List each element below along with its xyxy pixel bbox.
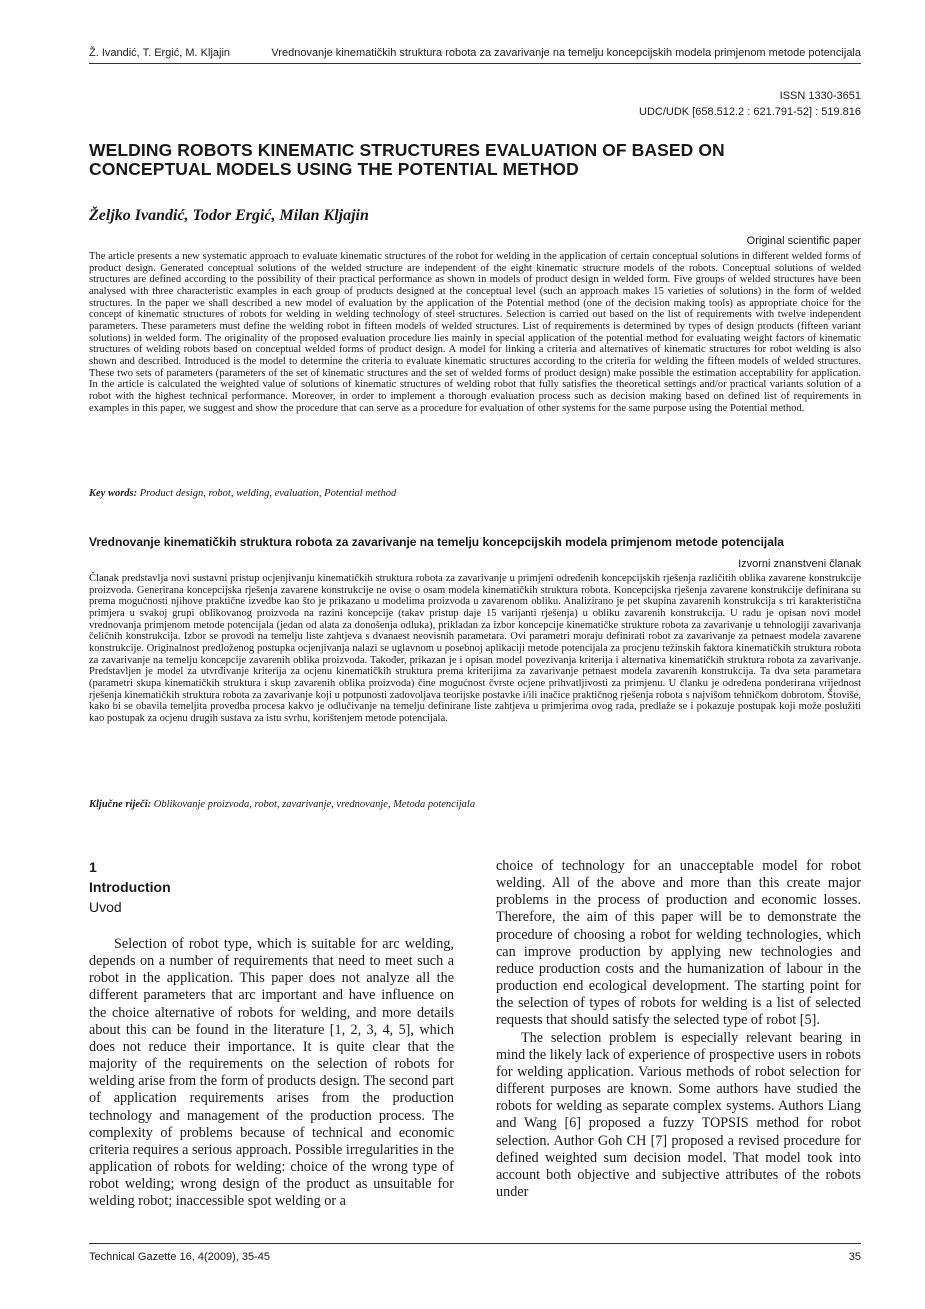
section-number: 1 — [89, 859, 97, 875]
running-head — [89, 47, 861, 59]
keywords-croatian — [89, 799, 475, 810]
intro-paragraph-1: Selection of robot type, which is suitable for arc welding, depends on a number of requirements that need to meet such a robot in the application. This paper does not analyze all the different parameters that arc important and have influence on the choice alternative of robots for welding, and more details about this can be found in the literature [1, 2, 3, 4, 5], which does not reduce their importance. It is quite clear that the majority of the requirements on the selection of robots for welding arise from the form of products design. The second part of application requirements arises from the production technology and management of the production process. The complexity of problems because of technical and economic criteria requires a serious approach. Possible irregularities in the application of robots for welding: choice of the wrong type of robot welding; wrong design of the product as unsuitable for welding robot; inaccessible spot welding or a — [89, 936, 454, 1210]
section-subtitle: Uvod — [89, 899, 122, 915]
keywords-label-croatian: Ključne riječi: — [89, 799, 152, 810]
keywords-text: Product design, robot, welding, evaluation, Potential method — [139, 488, 397, 499]
croatian-paper-type: Izvorni znanstveni članak — [738, 558, 861, 570]
authors: Željko Ivandić, Todor Ergić, Milan Kljajin — [89, 207, 369, 224]
paper-type: Original scientific paper — [746, 235, 861, 247]
keywords-text-croatian: Oblikovanje proizvoda, robot, zavarivanje, vrednovanje, Metoda potencijala — [153, 799, 476, 810]
intro-paragraph-continued: choice of technology for an unacceptable model for robot welding. All of the above and more than this create major problems in the process of production and economic losses. Therefore, the aim of this paper will be to demonstrate the procedure of choosing a robot for welding technologies, which can improve production by applying new technologies and reduce production costs and the humanization of labour in the production end ecological development. The starting point for the selection of types of robots for welding is a list of selected requests that should satisfy the selected type of robot [5]. — [496, 858, 861, 1029]
header-rule — [89, 63, 861, 64]
udc: UDC/UDK [658.512.2 : 621.791-52] : 519.816 — [639, 106, 861, 118]
article-title: WELDING ROBOTS KINEMATIC STRUCTURES EVALUATION OF BASED ON CONCEPTUAL MODELS USING THE POTENTIAL METHOD — [89, 140, 725, 179]
section-title: Introduction — [89, 879, 171, 895]
page-footer — [89, 1251, 861, 1263]
running-head-title: Vrednovanje kinematičkih struktura robota za zavarivanje na temelju koncepcijskih modela primjenom metode potencijala — [271, 47, 861, 59]
issn: ISSN 1330-3651 — [779, 90, 861, 102]
intro-paragraph-2: The selection problem is especially relevant bearing in mind the likely lack of experience of prospective users in robots for welding application. Various methods of robot selection for different purposes are known. Some authors have studied the robots for welding as separate complex systems. Authors Liang and Wang [6] proposed a fuzzy TOPSIS method for robot selection. Author Goh CH [7] proposed a revised procedure for defined weighted sum decision model. That model took into account both objective and subjective attributes of the robots under — [496, 1029, 861, 1200]
keywords-english — [89, 488, 396, 499]
page-number: 35 — [848, 1251, 861, 1263]
footer-rule — [89, 1243, 861, 1244]
keywords-label: Key words: — [89, 488, 138, 499]
abstract-english: The article presents a new systematic approach to evaluate kinematic structures of the robot for welding in the application of certain conceptual solutions in different welded forms of product design. Generated conceptual solutions of the welded structure are independent of the eight kinematic structure models of the robots. Conceptual solutions of welded structures are defined according to the possibility of their practical performance as shown in models of product design in welded form. Five groups of welded structures have been analysed with three characteristic examples in each group of products designed at the conceptual level (such an approach makes 15 varieties of solutions) in the form of welded structures. In the paper we shall described a new model of evaluation by the application of the Potential method (one of the decision making tools) as appropriate choice for the concept of kinematic structures of robots for welding in welding technology of steel structures. Selection is carried out based on the list of requirements with twelve independent parameters. These parameters must define the welding robot in fifteen models of welded structures. List of requirements is determined by types of design products (fifteen variant solutions) in welded form. The originality of the proposed evaluation procedure lies mainly in special application of the potential method for evaluating weight factors of kinematic structures of welding robots based on conceptual welded forms of product design. A model for linking a criteria and alternatives of kinematic structures for robot welding is also shown and described. Introduced is the model to determine the criteria to evaluate kinematic structures according to the criteria for welding the fifteen models of welded structures. These two sets of parameters (parameters of the set of kinematic structures and the set of welded forms of product design) make possible the estimation acceptability for application. In the article is calculated the weighted value of solutions of kinematic structures of welding robot that fully satisfies the theoretical settings and/or practical variants solution of a robot with the highest technical performance. Moreover, in order to implement a thorough evaluation process such as decision making based on defined list of requirements in examples in this paper, we suggest and show the procedure that can serve as a procedure for evaluation of other systems for the same purpose using the Potential method. — [89, 251, 861, 414]
body-column-left — [89, 936, 454, 1211]
journal-citation: Technical Gazette 16, 4(2009), 35-45 — [89, 1251, 271, 1263]
body-column-right — [496, 858, 861, 1201]
running-head-authors: Ž. Ivandić, T. Ergić, M. Kljajin — [89, 47, 231, 59]
abstract-croatian: Članak predstavlja novi sustavni pristup ocjenjivanju kinematičkih struktura robota za zavarivanje u primjeni određenih koncepcijskih rješenja različitih oblika zavarene konstrukcije proizvoda. Generirana koncepcijska rješenja zavarene konstrukcije ne ovise o osam modela kinematičkih struktura robota. Koncepcijska rješenja zavarene konstrukcije definirana su prema mogućnosti njihove praktične izvedbe kao što je prikazano u modelima proizvoda u zavarenom obliku. Analizirano je pet skupina zavarenih konstrukcija s tri karakteristična primjera u svakoj grupi oblikovanog proizvoda na razini koncepcije (takav pristup daje 15 varijanti rješenja) u obliku zavarenih konstrukcija. U radu je opisan novi model vrednovanja primjenom metode potencijala (jedan od alata za donošenja odluka), prikladan za izbor koncepcije kinematičke strukture robota za zavarivanje u tehnologiji zavarivanja čeličnih konstrukcija. Izbor se provodi na temelju liste zahtjeva s dvanaest neovisnih parametara. Ovi parametri moraju definirati robot za zavarivanje za petnaest modela zavarene konstrukcije. Originalnost predloženog postupka ocjenjivanja nalazi se uglavnom u posebnoj aplikaciji metode potencijala za procjenu težinskih faktora kinematičkih struktura robota za zavarivanje na temelju koncepcije zavarenih oblika proizvoda. Također, prikazan je i opisan model povezivanja kriterija i alternativa kinematičkih struktura robota za zavarivanje. Predstavljen je model za utvrđivanje kriterija za ocjenu kinematičkih struktura prema kriterijima za zavarivanje petnaest modela zavarenih konstrukcija. Ta dva seta parametara (parametri skupa kinematičkih struktura i skup zavarenih oblika proizvoda) čine mogućnost čvrste ocjene prihvatljivosti za primjenu. U članku je određena ponderirana vrijednost rješenja kinematičkih struktura robota za zavarivanje koji u potpunosti zadovoljava teorijske postavke i/ili inačice praktičnog rješenja robota s najvišom tehničkom dobrotom. Štoviše, kako bi se obavila temeljita provedba procesa kakvo je odlučivanje na temelju definirane liste zahtjeva u primjerima ovog rada, predlaže se i pokazuje postupak koji može poslužiti kao postupak za ocjenu drugih sustava za istu svrhu, korištenjem metode potencijala. — [89, 573, 861, 724]
publication-meta — [639, 88, 861, 120]
croatian-title: Vrednovanje kinematičkih struktura robota za zavarivanje na temelju koncepcijskih modela primjenom metode potencijala — [89, 535, 784, 549]
